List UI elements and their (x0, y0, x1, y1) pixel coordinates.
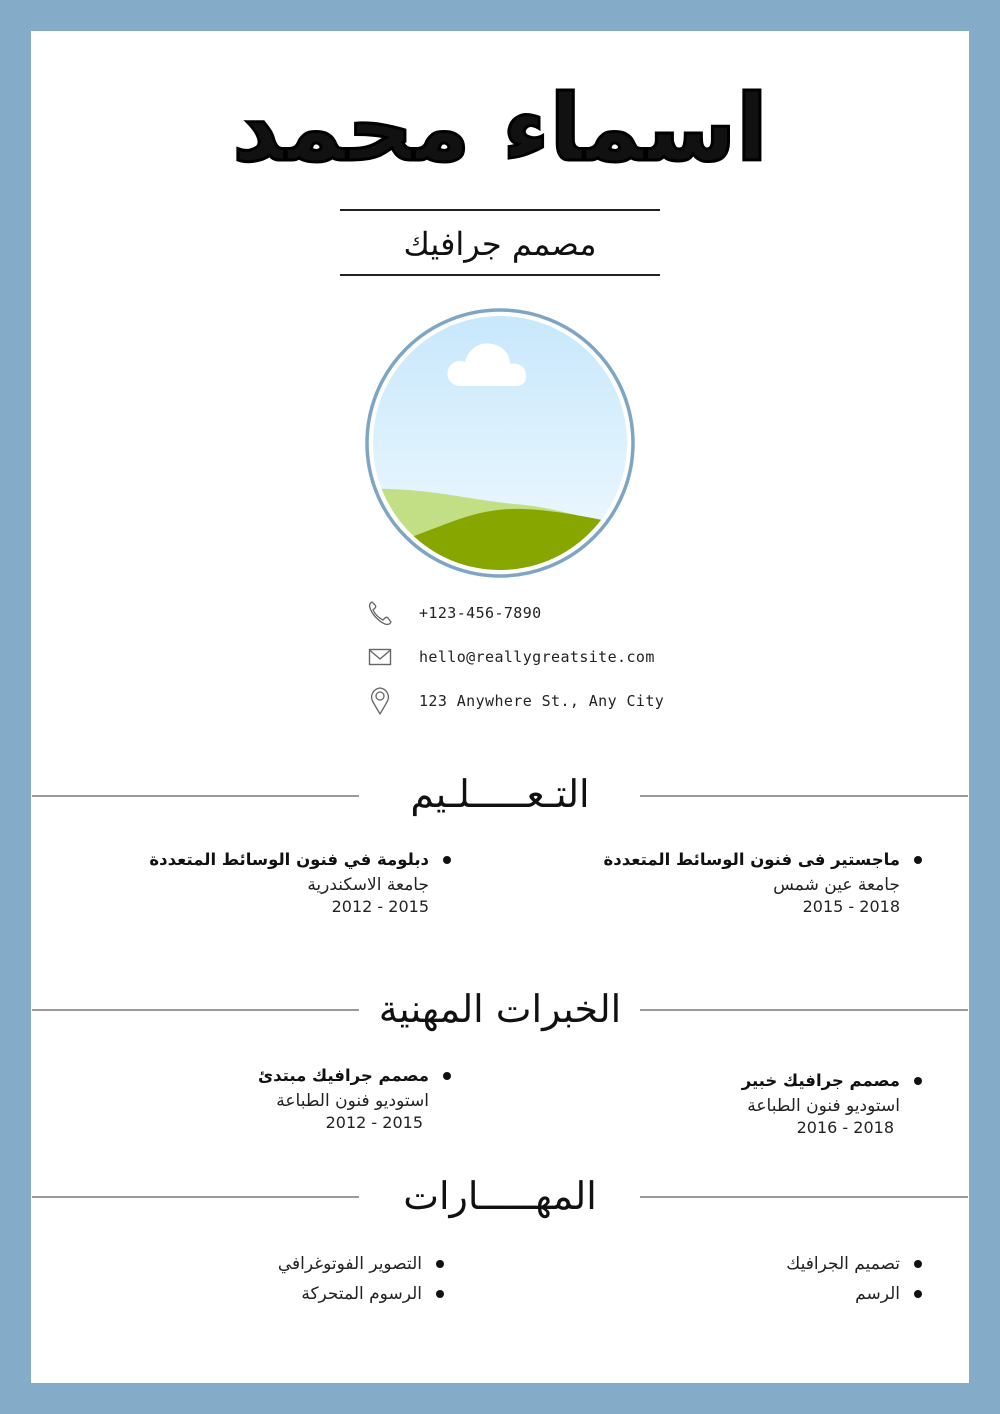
phone-value[interactable]: +123-456-7890 (419, 604, 542, 622)
years: 2012 - 2015 (325, 1113, 423, 1132)
education-item (91, 847, 451, 917)
candidate-name: اسماء محمد (232, 75, 768, 182)
skill-item (622, 1279, 922, 1309)
education-item (562, 847, 922, 917)
skills-divider-left (32, 1196, 359, 1198)
experience-divider-right (640, 1009, 968, 1011)
profile-photo[interactable] (364, 307, 636, 579)
position: مصمم جرافيك مبتدئ (257, 1066, 429, 1085)
mail-icon (365, 642, 395, 672)
school: جامعة الاسكندرية (307, 875, 429, 895)
experience-item (562, 1068, 922, 1138)
skill-label: الرسوم المتحركة (301, 1284, 422, 1304)
skill-label: تصميم الجرافيك (786, 1254, 900, 1274)
years: 2012 - 2015 (331, 897, 429, 916)
bullet (914, 1290, 922, 1298)
contact-email (365, 642, 655, 672)
job-title: مصمم جرافيك (403, 225, 597, 263)
resume-page (31, 31, 969, 1383)
education-heading: التـعـــــلـيم (361, 766, 639, 822)
education-divider-right (640, 795, 968, 797)
skill-item (144, 1279, 444, 1309)
location-pin-icon (365, 686, 395, 716)
degree: ماجستير فى فنون الوسائط المتعددة (603, 850, 900, 869)
years: 2016 - 2018 (796, 1118, 894, 1137)
phone-icon (365, 598, 395, 628)
title-divider-bottom (340, 274, 660, 276)
school: جامعة عين شمس (773, 875, 900, 895)
years: 2015 - 2018 (802, 897, 900, 916)
title-divider-top (340, 209, 660, 211)
skill-item (622, 1249, 922, 1279)
skill-label: التصوير الفوتوغرافي (277, 1254, 422, 1274)
experience-heading: الخبرات المهنية (361, 981, 639, 1037)
contact-phone (365, 598, 542, 628)
skills-list-right (622, 1249, 922, 1309)
education-divider-left (32, 795, 359, 797)
bullet (914, 856, 922, 864)
bullet (436, 1290, 444, 1298)
position: مصمم جرافيك خبير (741, 1071, 900, 1090)
bullet (914, 1260, 922, 1268)
email-value[interactable]: hello@reallygreatsite.com (419, 648, 655, 666)
experience-divider-left (32, 1009, 359, 1011)
experience-item (91, 1063, 451, 1133)
company: استوديو فنون الطباعة (276, 1091, 429, 1111)
address-value: 123 Anywhere St., Any City (419, 692, 665, 710)
company: استوديو فنون الطباعة (747, 1096, 900, 1116)
skills-divider-right (640, 1196, 968, 1198)
bullet (443, 1072, 451, 1080)
bullet (914, 1077, 922, 1085)
skills-heading: المهـــــارات (361, 1168, 639, 1224)
degree: دبلومة في فنون الوسائط المتعددة (149, 850, 429, 869)
skill-label: الرسم (855, 1284, 900, 1304)
landscape-placeholder-icon (364, 307, 636, 579)
skill-item (144, 1249, 444, 1279)
contact-address (365, 686, 664, 716)
skills-list-left (144, 1249, 444, 1309)
bullet (436, 1260, 444, 1268)
bullet (443, 856, 451, 864)
